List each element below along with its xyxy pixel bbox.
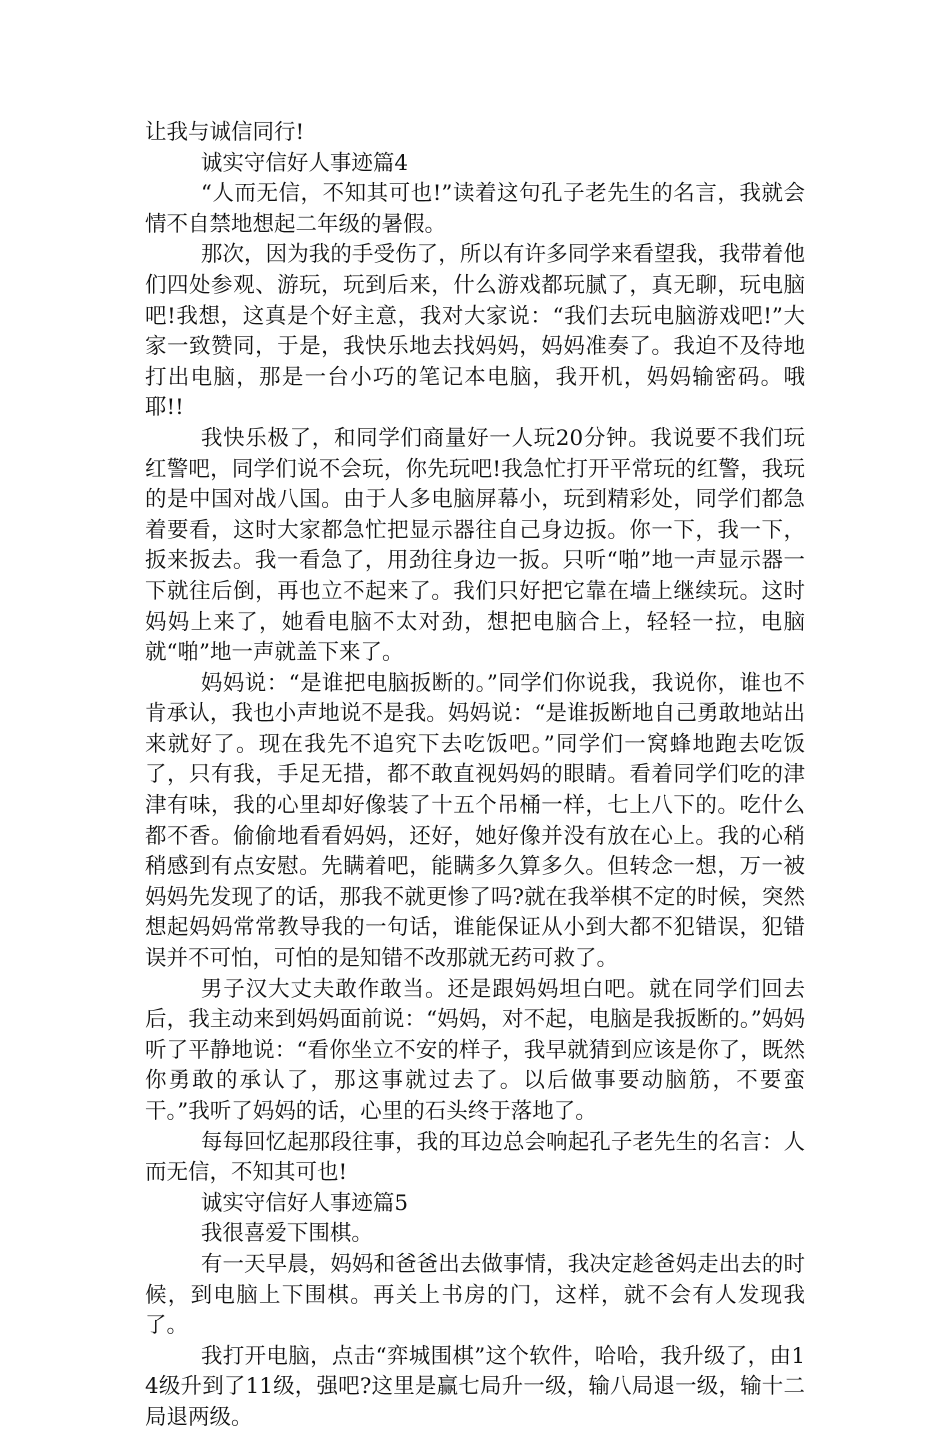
paragraph: 男子汉大丈夫敢作敢当。还是跟妈妈坦白吧。就在同学们回去后，我主动来到妈妈面前说：“妈妈，对不起，电脑是我扳断的。”妈妈听了平静地说：“看你坐立不安的样子，我早就猜到应该是你了，既然你勇敢的承认了，那这事就过去了。以后做事要动脑筋，不要蛮干。”我听了妈妈的话，心里的石头终于落地了。 — [145, 976, 805, 1124]
closing-line: 让我与诚信同行! — [145, 120, 305, 145]
document-page — [145, 118, 805, 1434]
paragraph: 有一天早晨，妈妈和爸爸出去做事情，我决定趁爸妈走出去的时候，到电脑上下围棋。再关上书房的门，这样，就不会有人发现我了。 — [145, 1251, 805, 1339]
section-heading-5: 诚实守信好人事迹篇5 — [200, 1190, 409, 1216]
paragraph: 每每回忆起那段往事，我的耳边总会响起孔子老先生的名言：人而无信，不知其可也! — [145, 1129, 805, 1186]
section-heading-4: 诚实守信好人事迹篇4 — [200, 150, 409, 176]
paragraph: 我快乐极了，和同学们商量好一人玩20分钟。我说要不我们玩红警吧，同学们说不会玩，你先玩吧!我急忙打开平常玩的红警，我玩的是中国对战八国。由于人多电脑屏幕小，玩到精彩处，同学们都急着要看，这时大家都急忙把显示器往自己身边扳。你一下，我一下，扳来扳去。我一看急了，用劲往身边一扳。只听“啪”地一声显示器一下就往后倒，再也立不起来了。我们只好把它靠在墙上继续玩。这时妈妈上来了，她看电脑不太对劲，想把电脑合上，轻轻一拉，电脑就“啪”地一声就盖下来了。 — [145, 425, 805, 666]
paragraph: 妈妈说：“是谁把电脑扳断的。”同学们你说我，我说你，谁也不肯承认，我也小声地说不是我。妈妈说：“是谁扳断地自己勇敢地站出来就好了。现在我先不追究下去吃饭吧。”同学们一窝蜂地跑去吃饭了，只有我，手足无措，都不敢直视妈妈的眼睛。看着同学们吃的津津有味，我的心里却好像装了十五个吊桶一样，七上八下的。吃什么都不香。偷偷地看看妈妈，还好，她好像并没有放在心上。我的心稍稍感到有点安慰。先瞒着吧，能瞒多久算多久。但转念一想，万一被妈妈先发现了的话，那我不就更惨了吗?就在我举棋不定的时候，突然想起妈妈常常教导我的一句话，谁能保证从小到大都不犯错误，犯错误并不可怕，可怕的是知错不改那就无药可救了。 — [145, 670, 805, 972]
paragraph: 我很喜爱下围棋。 — [200, 1221, 373, 1247]
paragraph: 我打开电脑，点击“弈城围棋”这个软件，哈哈，我升级了，由14级升到了11级，强吧?这里是赢七局升一级，输八局退一级，输十二局退两级。 — [145, 1343, 805, 1430]
paragraph: “人而无信，不知其可也!”读着这句孔子老先生的名言，我就会情不自禁地想起二年级的暑假。 — [145, 181, 805, 237]
paragraph: 那次，因为我的手受伤了，所以有许多同学来看望我，我带着他们四处参观、游玩，玩到后来，什么游戏都玩腻了，真无聊，玩电脑吧!我想，这真是个好主意，我对大家说：“我们去玩电脑游戏吧!”大家一致赞同，于是，我快乐地去找妈妈，妈妈准奏了。我迫不及待地打出电脑，那是一台小巧的笔记本电脑，我开机，妈妈输密码。哦耶!! — [145, 242, 805, 421]
